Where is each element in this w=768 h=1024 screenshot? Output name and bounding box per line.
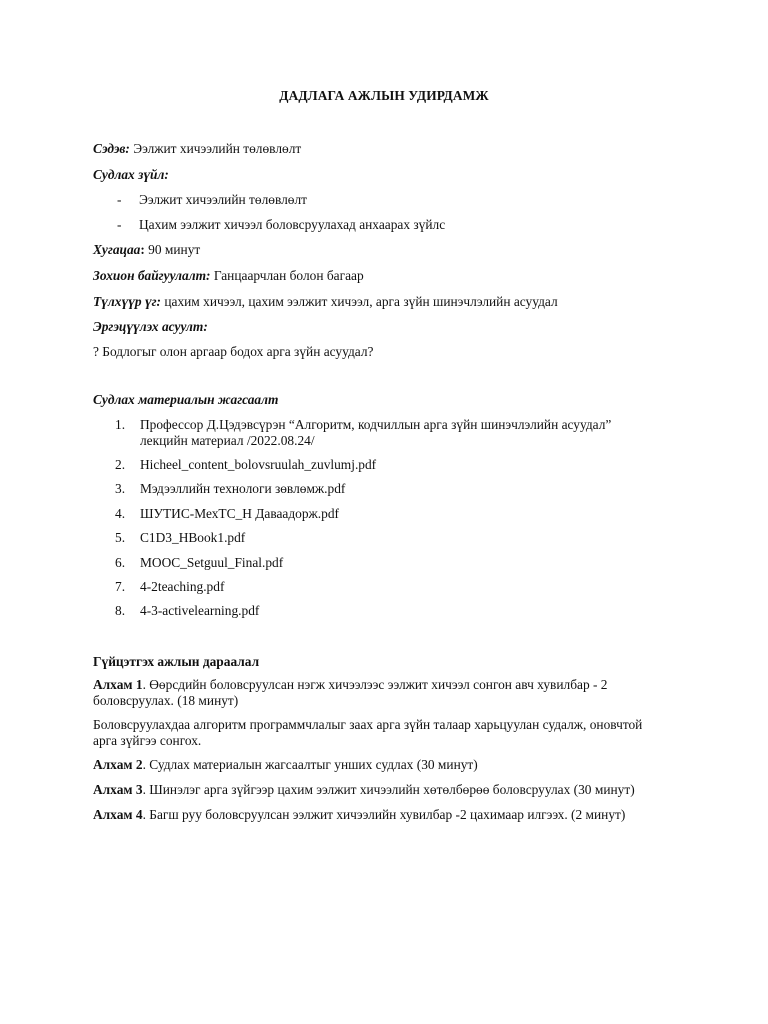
topic-label: Сэдэв: bbox=[93, 141, 130, 156]
material-text: 4-2teaching.pdf bbox=[140, 579, 225, 594]
step-3 bbox=[93, 782, 635, 798]
material-item bbox=[115, 579, 675, 595]
material-number: 4. bbox=[115, 506, 126, 521]
keywords-value: цахим хичээл, цахим ээлжит хичээл, арга зүйн шинэчлэлийн асуудал bbox=[160, 294, 558, 309]
step-2-text: . Судлах материалын жагсаалтыг унших судлах (30 минут) bbox=[142, 757, 478, 772]
material-text-cont: лекцийн материал /2022.08.24/ bbox=[140, 433, 315, 448]
step-1-text: . Өөрсдийн боловсруулсан нэгж хичээлээс ээлжит хичээл сонгон авч хувилбар - 2 bbox=[142, 677, 608, 692]
study-item-text: Ээлжит хичээлийн төлөвлөлт bbox=[139, 192, 308, 207]
material-item bbox=[115, 457, 675, 473]
materials-heading bbox=[93, 392, 278, 408]
step-3-label: Алхам 3 bbox=[93, 782, 143, 797]
material-text: 4-3-activelearning.pdf bbox=[140, 603, 260, 618]
duration-value: 90 минут bbox=[144, 242, 201, 257]
materials-heading-text: Судлах материалын жагсаалт bbox=[93, 392, 279, 407]
page-title: ДАДЛАГА АЖЛЫН УДИРДАМЖ bbox=[279, 88, 489, 103]
material-text: Профессор Д.Цэдэвсүрэн “Алгоритм, кодчиллын арга зүйн шинэчлэлийн асуудал” bbox=[140, 417, 612, 432]
organization-line bbox=[93, 268, 364, 284]
dash-bullet: - bbox=[117, 217, 122, 232]
step-2-label: Алхам 2 bbox=[93, 757, 143, 772]
material-item bbox=[115, 603, 675, 619]
study-items-label-text: Судлах зүйл: bbox=[93, 167, 169, 182]
material-item bbox=[115, 417, 675, 449]
step-1-text-cont: боловсруулах. (18 минут) bbox=[93, 693, 239, 708]
step-3-text: . Шинэлэг арга зүйгээр цахим ээлжит хичээлийн хөтөлбөрөө боловсруулах (30 минут) bbox=[142, 782, 635, 797]
procedure-heading bbox=[93, 654, 259, 670]
material-text: C1D3_HBook1.pdf bbox=[140, 530, 246, 545]
duration-line bbox=[93, 242, 200, 258]
material-text: Hicheel_content_bolovsruulah_zuvlumj.pdf bbox=[140, 457, 377, 472]
step-1 bbox=[93, 677, 683, 709]
material-number: 3. bbox=[115, 481, 126, 496]
material-item bbox=[115, 555, 675, 571]
material-number: 2. bbox=[115, 457, 126, 472]
keywords-label: Түлхүүр үг: bbox=[93, 294, 161, 309]
material-text: ШУТИС-МехТС_Н Даваадорж.pdf bbox=[140, 506, 340, 521]
material-item bbox=[115, 506, 675, 522]
study-item-text: Цахим ээлжит хичээл боловсруулахад анхаарах зүйлс bbox=[139, 217, 446, 232]
step-4-label: Алхам 4 bbox=[93, 807, 143, 822]
organization-label: Зохион байгуулалт: bbox=[93, 268, 211, 283]
material-text: Мэдээллийн технологи зөвлөмж.pdf bbox=[140, 481, 346, 496]
organization-value: Ганцаарчлан болон багаар bbox=[210, 268, 364, 283]
duration-colon: : bbox=[140, 242, 145, 257]
material-number: 6. bbox=[115, 555, 126, 570]
material-number: 1. bbox=[115, 417, 126, 432]
study-items-label bbox=[93, 167, 169, 183]
dash-bullet: - bbox=[117, 192, 122, 207]
material-text: MOOC_Setguul_Final.pdf bbox=[140, 555, 284, 570]
step-4 bbox=[93, 807, 625, 823]
step-1-note-line: Боловсруулахдаа алгоритм программчлалыг заах арга зүйн талаар харьцуулан судалж, оновчтой bbox=[93, 717, 643, 732]
keywords-line bbox=[93, 294, 558, 310]
material-item bbox=[115, 530, 675, 546]
material-number: 8. bbox=[115, 603, 126, 618]
material-number: 7. bbox=[115, 579, 126, 594]
procedure-heading-text: Гүйцэтгэх ажлын дараалал bbox=[93, 654, 260, 669]
step-2 bbox=[93, 757, 478, 773]
duration-label: Хугацаа bbox=[93, 242, 141, 257]
topic-line bbox=[93, 141, 301, 157]
step-1-note bbox=[93, 717, 683, 749]
step-1-note-line-cont: арга зүйгээ сонгох. bbox=[93, 733, 202, 748]
reflection-question: ? Бодлогыг олон аргаар бодох арга зүйн асуудал? bbox=[93, 344, 374, 359]
reflection-label bbox=[93, 319, 208, 335]
material-number: 5. bbox=[115, 530, 126, 545]
reflection-label-text: Эргэцүүлэх асуулт: bbox=[93, 319, 208, 334]
study-item bbox=[117, 192, 307, 208]
material-item bbox=[115, 481, 675, 497]
step-4-text: . Багш руу боловсруулсан ээлжит хичээлийн хувилбар -2 цахимаар илгээх. (2 минут) bbox=[142, 807, 626, 822]
study-item bbox=[117, 217, 445, 233]
step-1-label: Алхам 1 bbox=[93, 677, 143, 692]
topic-value: Ээлжит хичээлийн төлөвлөлт bbox=[129, 141, 302, 156]
